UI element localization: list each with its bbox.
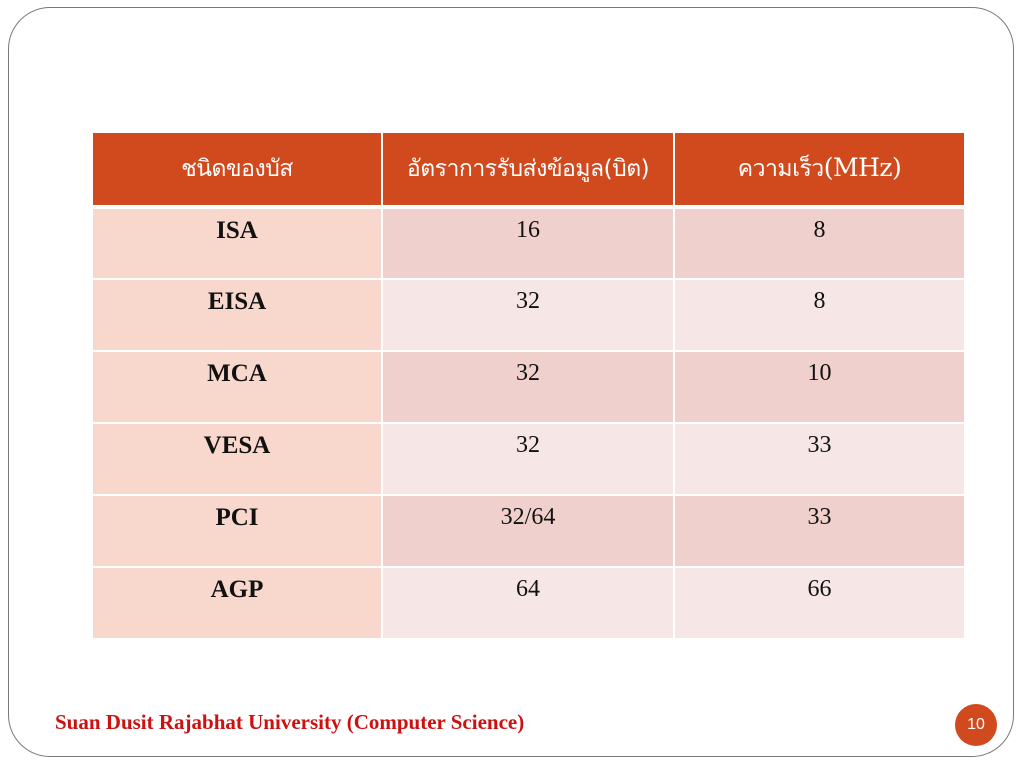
header-bus-type-label: ชนิดของบัส <box>181 156 293 182</box>
header-speed-unit: (MHz) <box>823 153 902 182</box>
speed-cell: 33 <box>674 495 964 567</box>
bus-name-cell: AGP <box>93 567 382 639</box>
bits-cell: 32 <box>382 423 674 495</box>
speed-cell: 8 <box>674 207 964 279</box>
header-speed <box>674 133 964 207</box>
table-row <box>93 351 964 423</box>
table-header-row <box>93 133 964 207</box>
header-speed-label: ความเร็ว <box>737 156 824 182</box>
bits-cell: 64 <box>382 567 674 639</box>
table-row <box>93 423 964 495</box>
table-row <box>93 495 964 567</box>
bus-name-cell: ISA <box>93 207 382 279</box>
bus-name-cell: MCA <box>93 351 382 423</box>
bits-cell: 32 <box>382 279 674 351</box>
speed-cell: 8 <box>674 279 964 351</box>
table-row <box>93 279 964 351</box>
bus-name-cell: PCI <box>93 495 382 567</box>
page-number-label: 10 <box>967 716 985 733</box>
speed-cell: 66 <box>674 567 964 639</box>
table-row <box>93 567 964 639</box>
header-data-rate <box>382 133 674 207</box>
speed-cell: 10 <box>674 351 964 423</box>
bits-cell: 32/64 <box>382 495 674 567</box>
bits-cell: 32 <box>382 351 674 423</box>
table-row <box>93 207 964 279</box>
bits-cell: 16 <box>382 207 674 279</box>
bus-name-cell: EISA <box>93 279 382 351</box>
header-bus-type <box>93 133 382 207</box>
speed-cell: 33 <box>674 423 964 495</box>
bus-name-cell: VESA <box>93 423 382 495</box>
header-data-rate-label: อัตราการรับส่งข้อมูล(บิต) <box>406 156 650 182</box>
bus-comparison-table <box>93 133 964 640</box>
page-number-badge <box>955 704 997 746</box>
footer-university-text: Suan Dusit Rajabhat University (Computer Science) <box>55 710 525 734</box>
